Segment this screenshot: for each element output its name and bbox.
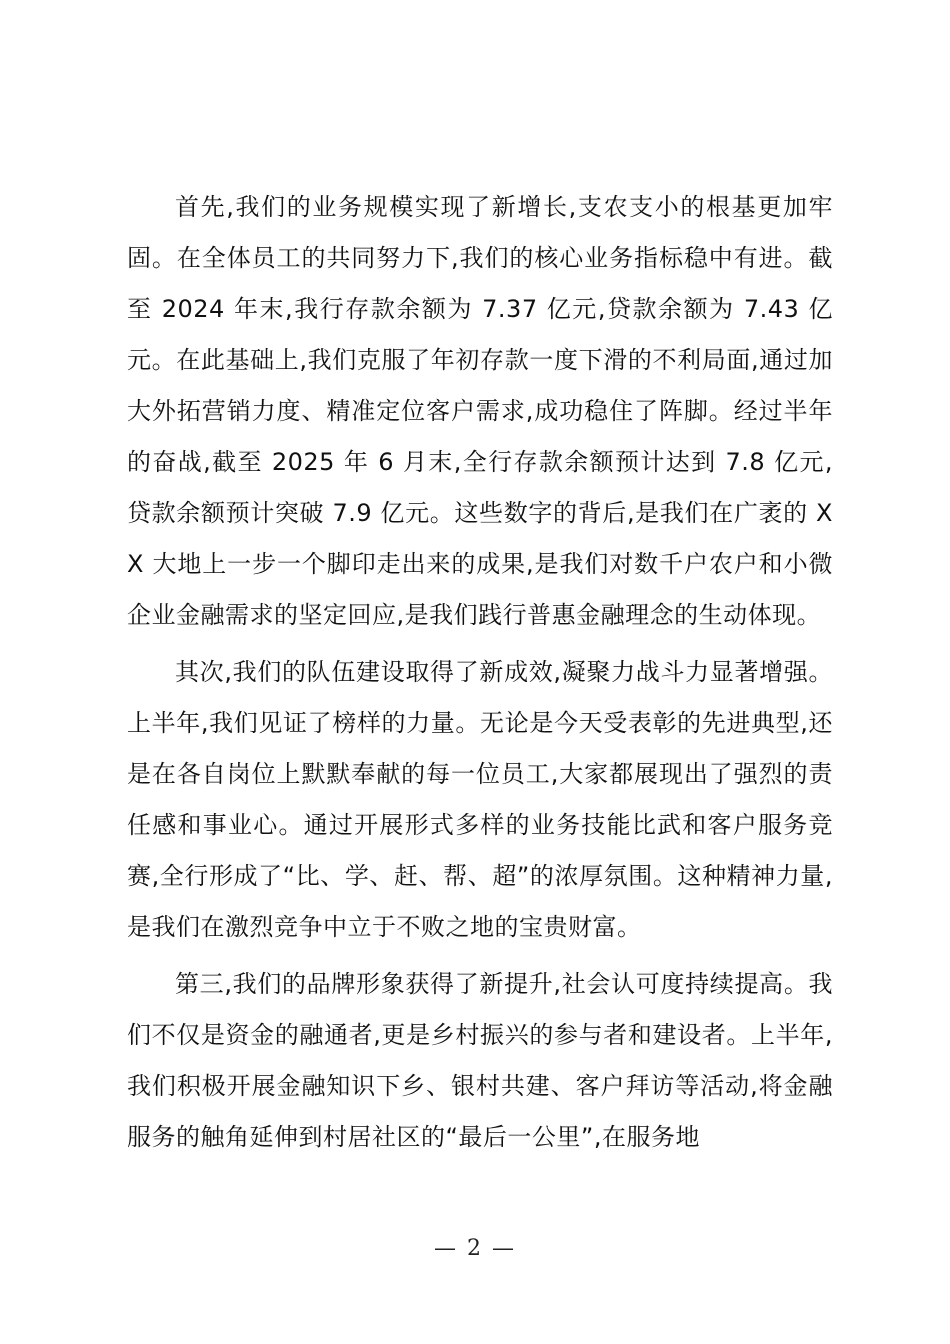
paragraph-business-scale: 首先,我们的业务规模实现了新增长,支农支小的根基更加牢固。在全体员工的共同努力下,我们的核心业务指标稳中有进。截至 2024 年末,我行存款余额为 7.37 亿元,贷款余额为 7.43 亿元。在此基础上,我们克服了年初存款一度下滑的不利局面,通过加大外拓营销力度、精准定位客户需求,成功稳住了阵脚。经过半年的奋战,截至 2025 年 6 月末,全行存款余额预计达到 7.8 亿元,贷款余额预计突破 7.9 亿元。这些数字的背后,是我们在广袤的 XX 大地上一步一个脚印走出来的成果,是我们对数千户农户和小微企业金融需求的坚定回应,是我们践行普惠金融理念的生动体现。 — [127, 193, 833, 629]
paragraph-brand-image: 第三,我们的品牌形象获得了新提升,社会认可度持续提高。我们不仅是资金的融通者,更是乡村振兴的参与者和建设者。上半年,我们积极开展金融知识下乡、银村共建、客户拜访等活动,将金融服务的触角延伸到村居社区的“最后一公里”,在服务地 — [127, 970, 833, 1151]
document-body — [127, 182, 833, 1169]
paragraph-team-building: 其次,我们的队伍建设取得了新成效,凝聚力战斗力显著增强。上半年,我们见证了榜样的力量。无论是今天受表彰的先进典型,还是在各自岗位上默默奉献的每一位员工,大家都展现出了强烈的责任感和事业心。通过开展形式多样的业务技能比武和客户服务竞赛,全行形成了“比、学、赶、帮、超”的浓厚氛围。这种精神力量,是我们在激烈竞争中立于不败之地的宝贵财富。 — [127, 658, 833, 941]
page-number: — 2 — — [434, 1236, 516, 1261]
